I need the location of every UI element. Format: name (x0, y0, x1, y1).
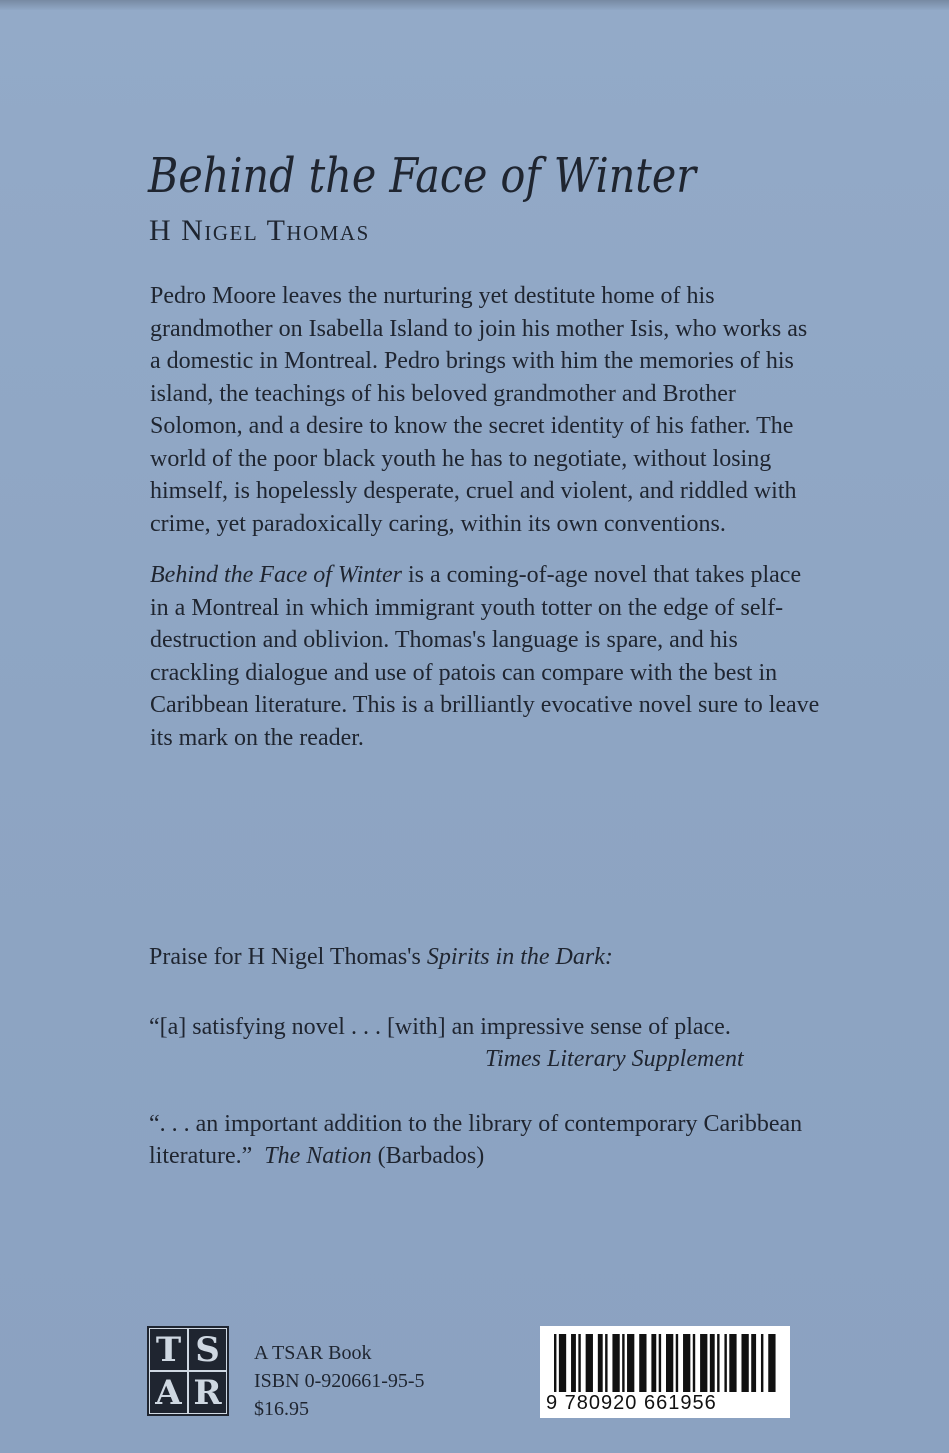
logo-letter: S (188, 1328, 227, 1371)
logo-letter: A (149, 1371, 188, 1414)
review-quote-1-source: Times Literary Supplement (485, 1046, 744, 1072)
description-paragraph-2 (150, 559, 822, 754)
logo-letter: T (149, 1328, 188, 1371)
review-quote-1 (149, 1011, 769, 1072)
price: $16.95 (254, 1398, 309, 1420)
book-description (150, 280, 822, 773)
publisher-line: A TSAR Book (254, 1342, 372, 1364)
inline-book-title: Behind the Face of Winter (150, 562, 402, 588)
isbn: ISBN 0-920661-95-5 (254, 1370, 425, 1392)
barcode-bars (554, 1334, 778, 1392)
description-paragraph-1: Pedro Moore leaves the nurturing yet destitute home of his grandmother on Isabella Island to join his mother Isis, who works as a domestic in Montreal. Pedro brings with him the memories of his island, the teachings of his beloved grandmother and Brother Solomon, and a desire to know the secret identity of his father. The world of the poor black youth he has to negotiate, without losing himself, is hopelessly desperate, cruel and violent, and riddled with crime, yet paradoxically caring, within its own conventions. (150, 283, 808, 537)
publisher-logo (147, 1326, 229, 1416)
publisher-info (254, 1339, 425, 1423)
barcode (540, 1326, 790, 1418)
book-title: Behind the Face of Winter (148, 148, 697, 204)
author-name: H Nigel Thomas (149, 214, 370, 247)
praised-book-title: Spirits in the Dark: (426, 944, 613, 970)
description-paragraph-2-text: is a coming-of-age novel that takes place in a Montreal in which immigrant youth totter on the edge of self-destruction and oblivion. Thomas's language is spare, and his crackling dialogue and use of patois can compare with the best in Caribbean literature. This is a brilliantly evocative novel sure to leave its mark on the reader. (150, 562, 820, 751)
review-quote-1-text: “[a] satisfying novel . . . [with] an impressive sense of place. (149, 1014, 731, 1040)
praise-heading (149, 944, 613, 971)
logo-letter: R (188, 1371, 227, 1414)
review-quote-2-source: The Nation (264, 1143, 372, 1169)
review-quote-2-text: “. . . an important addition to the library of contemporary Caribbean literature.” (149, 1111, 803, 1169)
praise-heading-prefix: Praise for H Nigel Thomas's (149, 944, 427, 970)
review-quote-2-region: (Barbados) (377, 1143, 485, 1169)
barcode-number: 9 780920 661956 (546, 1392, 717, 1414)
review-quote-2 (149, 1108, 829, 1172)
